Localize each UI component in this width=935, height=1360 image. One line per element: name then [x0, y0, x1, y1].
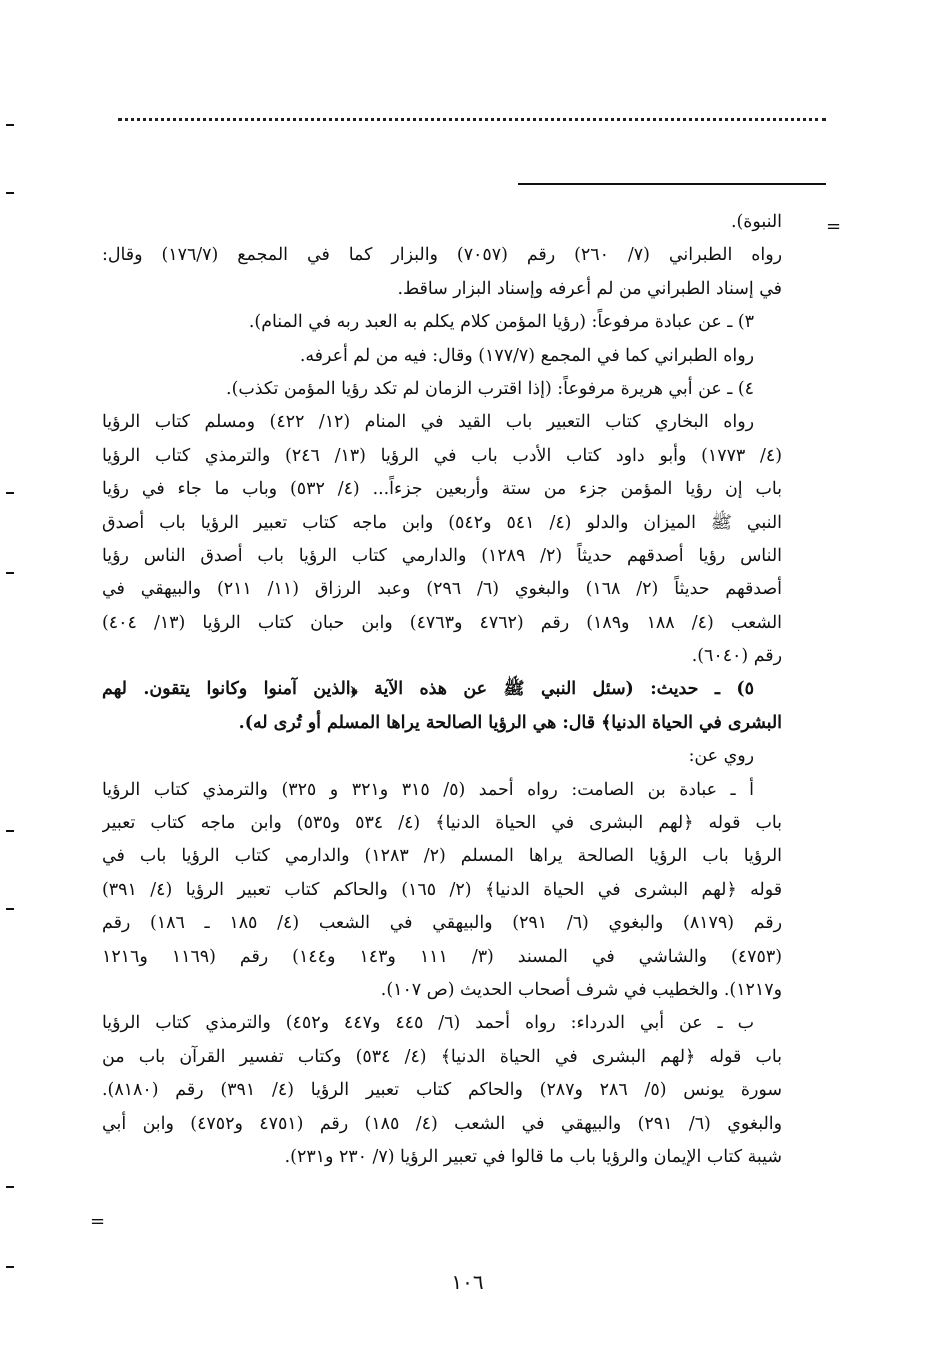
margin-tick: [6, 572, 14, 574]
text-line: رواه الطبراني كما في المجمع (١٧٧/٧) وقال: فيه من لم أعرفه.: [299, 345, 754, 366]
margin-tick: [6, 830, 14, 832]
text-line: روي عن:: [688, 746, 754, 767]
text-line: ٣) ـ عن عبادة مرفوعاً: (رؤيا المؤمن كلام يكلم به العبد ربه في المنام).: [248, 312, 754, 333]
text-line: الناس رؤيا أصدقهم حديثاً (٢/ ١٢٨٩) والدارمي كتاب الرؤيا باب أصدق الناس رؤيا: [102, 545, 782, 566]
text-line: و١٢١٧). والخطيب في شرف أصحاب الحديث (ص ١٠٧).: [380, 979, 782, 1000]
page-number: ١٠٦: [451, 1270, 484, 1294]
footnote-continuation-mark-bottom: =: [90, 1211, 106, 1232]
text-line: رقم (٨١٧٩) والبغوي (٦/ ٢٩١) والبيهقي في الشعب (٤/ ١٨٥ ـ ١٨٦) رقم: [102, 913, 782, 934]
text-line: النبوة).: [730, 212, 782, 232]
text-line: شيبة كتاب الإيمان والرؤيا باب ما قالوا في تعبير الرؤيا (٧/ ٢٣٠ و٢٣١).: [284, 1146, 782, 1167]
footnote-text-block: [102, 206, 782, 1174]
margin-tick: [6, 908, 14, 910]
header-dotted-separator: [118, 118, 826, 121]
text-line: أصدقهم حديثاً (٢/ ١٦٨) والبغوي (٦/ ٢٩٦) وعبد الرزاق (١١/ ٢١١) والبيهقي في: [102, 579, 782, 600]
text-line: باب إن رؤيا المؤمن جزء من ستة وأربعين جزءاً... (٤/ ٥٣٢) وباب ما جاء في رؤيا: [102, 479, 782, 500]
text-line: الشعب (٤/ ١٨٨ و١٨٩) رقم (٤٧٦٢ و٤٧٦٣) وابن حبان كتاب الرؤيا (١٣/ ٤٠٤): [102, 612, 782, 633]
text-line: (٤٧٥٣) والشاشي في المسند (٣/ ١١١ و١٤٣ و١٤٤) رقم (١١٦٩ و١٢١٦: [102, 946, 782, 967]
text-line: سورة يونس (٥/ ٢٨٦ و٢٨٧) والحاكم كتاب تعبير الرؤيا (٤/ ٣٩١) رقم (٨١٨٠).: [102, 1080, 782, 1101]
text-line: ٤) ـ عن أبي هريرة مرفوعاً: (إذا اقترب الزمان لم تكد رؤيا المؤمن تكذب).: [226, 378, 754, 399]
text-line: باب قوله ﴿لهم البشرى في الحياة الدنيا﴾ (٤/ ٥٣٤) وكتاب تفسير القرآن باب من: [102, 1046, 782, 1067]
text-line: قوله ﴿لهم البشرى في الحياة الدنيا﴾ (٢/ ١٦٥) والحاكم كتاب تعبير الرؤيا (٤/ ٣٩١): [102, 879, 782, 900]
text-line: ٥) ـ حديث: (سئل النبي ﷺ عن هذه الآية ﴿الذين آمنوا وكانوا يتقون. لهم: [102, 679, 754, 700]
footnote-rule: [518, 183, 826, 185]
text-line: رواه البخاري كتاب التعبير باب القيد في المنام (١٢/ ٤٢٢) ومسلم كتاب الرؤيا: [102, 412, 754, 433]
margin-tick: [6, 1186, 14, 1188]
margin-tick: [6, 124, 14, 126]
text-line: ب ـ عن أبي الدرداء: رواه أحمد (٦/ ٤٤٥ و٤٤٧ و٤٥٢) والترمذي كتاب الرؤيا: [102, 1013, 754, 1034]
text-line: رواه الطبراني (٧/ ٢٦٠) رقم (٧٠٥٧) والبزار كما في المجمع (١٧٦/٧) وقال:: [102, 245, 782, 266]
text-line: البشرى في الحياة الدنيا﴾ قال: هي الرؤيا الصالحة يراها المسلم أو تُرى له).: [238, 712, 782, 733]
text-line: والبغوي (٦/ ٢٩١) والبيهقي في الشعب (٤/ ١٨٥) رقم (٤٧٥١ و٤٧٥٢) وابن أبي: [102, 1113, 782, 1134]
text-line: أ ـ عبادة بن الصامت: رواه أحمد (٥/ ٣١٥ و٣٢١ و ٣٢٥) والترمذي كتاب الرؤيا: [102, 779, 754, 800]
footnote-continuation-mark-top: =: [826, 216, 842, 237]
margin-tick: [6, 492, 14, 494]
margin-tick: [6, 1266, 14, 1268]
text-line: في إسناد الطبراني من لم أعرفه وإسناد البزار ساقط.: [397, 278, 782, 299]
text-line: النبي ﷺ الميزان والدلو (٤/ ٥٤١ و٥٤٢) وابن ماجه كتاب تعبير الرؤيا باب أصدق: [102, 512, 782, 533]
text-line: باب قوله ﴿لهم البشرى في الحياة الدنيا﴾ (٤/ ٥٣٤ و٥٣٥) وابن ماجه كتاب تعبير: [102, 813, 782, 834]
text-line: (٤/ ١٧٧٣) وأبو داود كتاب الأدب باب في الرؤيا (١٣/ ٢٤٦) والترمذي كتاب الرؤيا: [102, 445, 782, 466]
text-line: رقم (٦٠٤٠).: [691, 646, 782, 667]
text-line: الرؤيا باب الرؤيا الصالحة يراها المسلم (٢/ ١٢٨٣) والدارمي كتاب الرؤيا باب في: [102, 846, 782, 867]
margin-tick: [6, 192, 14, 194]
